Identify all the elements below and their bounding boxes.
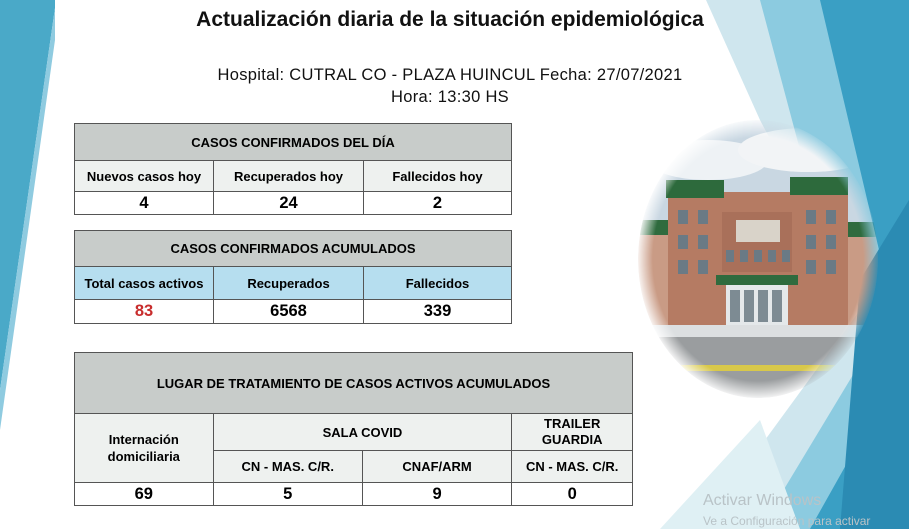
page-title: Actualización diaria de la situación epidemiológica (196, 8, 704, 31)
treatment-sub-label-cnaf: CNAF/ARM (362, 451, 512, 483)
accumulated-label-recovered: Recuperados (214, 267, 364, 300)
treatment-value-cnaf: 9 (362, 483, 512, 506)
treatment-label-trailer: TRAILER GUARDIA (512, 414, 633, 451)
treatment-label-covid-room: SALA COVID (213, 414, 512, 451)
windows-activation-watermark: Activar Windows (703, 492, 822, 509)
windows-activation-hint: Ve a Configuración para activar (703, 514, 871, 528)
time-line: Hora: 13:30 HS (391, 88, 509, 106)
hospital-date-line: Hospital: CUTRAL CO - PLAZA HUINCUL Fecha: 27/07/2021 (217, 66, 683, 84)
treatment-value-home: 69 (75, 483, 214, 506)
daily-label-deceased: Fallecidos hoy (364, 161, 512, 192)
daily-cases-table (74, 123, 512, 215)
treatment-label-home: Internación domiciliaria (75, 414, 214, 483)
daily-table-title: CASOS CONFIRMADOS DEL DÍA (75, 124, 512, 161)
hospital-photo (638, 120, 878, 398)
treatment-value-cn-1: 5 (213, 483, 362, 506)
accumulated-label-active: Total casos activos (75, 267, 214, 300)
treatment-location-table (74, 352, 633, 506)
page-subtitle (150, 64, 750, 108)
accumulated-cases-table (74, 230, 512, 324)
daily-value-recovered: 24 (214, 192, 364, 215)
hospital-building-illustration (638, 120, 878, 398)
accumulated-label-deceased: Fallecidos (364, 267, 512, 300)
accumulated-table-title: CASOS CONFIRMADOS ACUMULADOS (75, 231, 512, 267)
daily-value-deceased: 2 (364, 192, 512, 215)
treatment-table-title: LUGAR DE TRATAMIENTO DE CASOS ACTIVOS ACUMULADOS (75, 353, 633, 414)
accumulated-value-active: 83 (75, 300, 214, 324)
left-teal-band (0, 0, 55, 390)
treatment-value-trailer: 0 (512, 483, 633, 506)
accumulated-value-deceased: 339 (364, 300, 512, 324)
daily-label-recovered: Recuperados hoy (214, 161, 364, 192)
treatment-sub-label-cn-1: CN - MAS. C/R. (213, 451, 362, 483)
daily-label-new: Nuevos casos hoy (75, 161, 214, 192)
daily-value-new: 4 (75, 192, 214, 215)
treatment-sub-label-cn-2: CN - MAS. C/R. (512, 451, 633, 483)
accumulated-value-recovered: 6568 (214, 300, 364, 324)
